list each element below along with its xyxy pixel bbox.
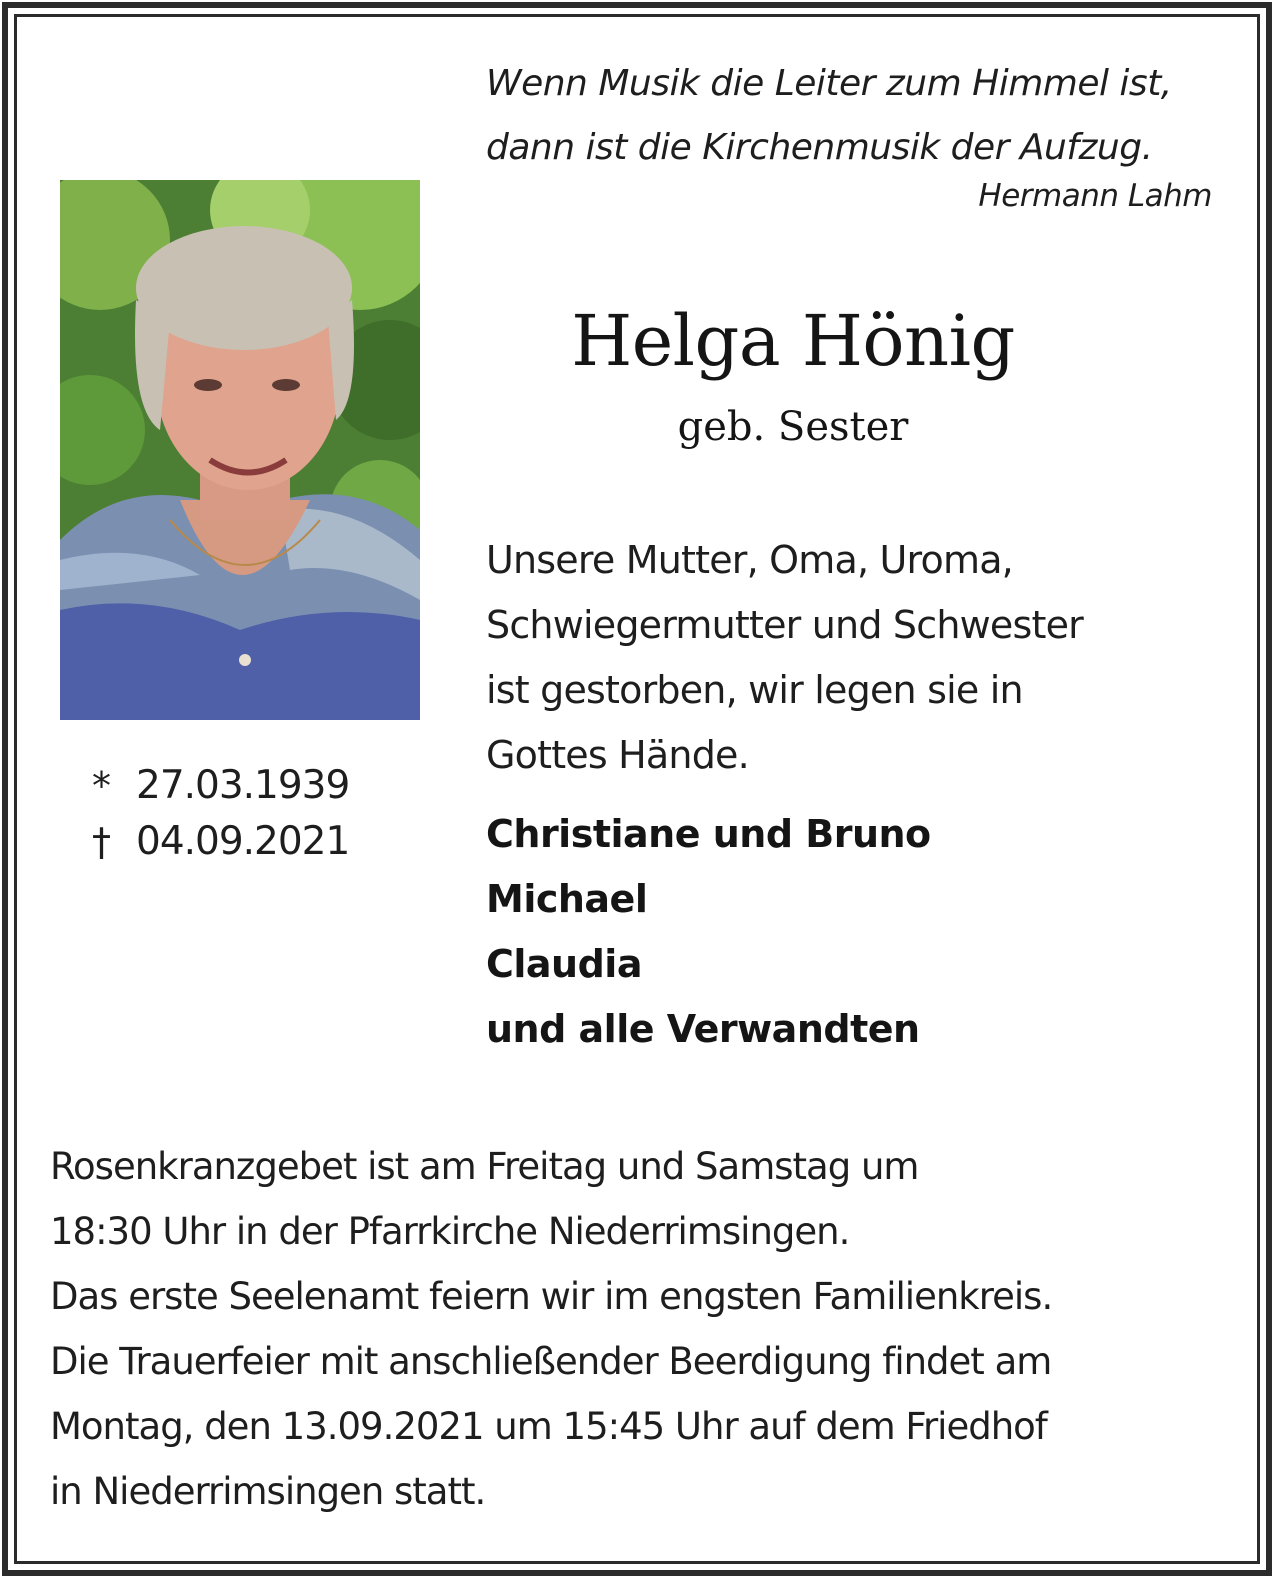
announcement-line: Montag, den 13.09.2021 um 15:45 Uhr auf dem Friedhof [50,1405,1047,1448]
message-line: Schwiegermutter und Schwester [486,603,1083,647]
mourner: Michael [486,877,648,921]
announcement-line: Die Trauerfeier mit anschließender Beerdigung findet am [50,1340,1052,1383]
star-icon: * [92,764,110,808]
quote [486,52,1246,180]
portrait-photo [60,180,420,720]
mourner: und alle Verwandten [486,1007,920,1051]
quote-line: dann ist die Kirchenmusik der Aufzug. [486,127,1153,168]
mourners-list [486,802,1186,1062]
mourner: Christiane und Bruno [486,812,931,856]
quote-line: Wenn Musik die Leiter zum Himmel ist, [486,63,1172,104]
message-line: Unsere Mutter, Oma, Uroma, [486,538,1013,582]
funeral-announcement [50,1134,1250,1524]
message-line: Gottes Hände. [486,733,749,777]
announcement-line: 18:30 Uhr in der Pfarrkirche Niederrimsingen. [50,1210,850,1253]
announcement-line: Das erste Seelenamt feiern wir im engsten Familienkreis. [50,1275,1053,1318]
announcement-line: Rosenkranzgebet ist am Freitag und Samstag um [50,1145,919,1188]
quote-author: Hermann Lahm [978,178,1212,214]
message-line: ist gestorben, wir legen sie in [486,668,1023,712]
announcement-line: in Niederrimsingen statt. [50,1470,486,1513]
deceased-name: Helga Hönig [571,300,1015,382]
cross-icon: † [92,820,110,864]
mourner: Claudia [486,942,642,986]
birth-date: 27.03.1939 [136,763,350,808]
death-date: 04.09.2021 [136,819,350,864]
maiden-name: geb. Sester [677,404,909,450]
life-dates [92,758,349,870]
message [486,528,1226,788]
